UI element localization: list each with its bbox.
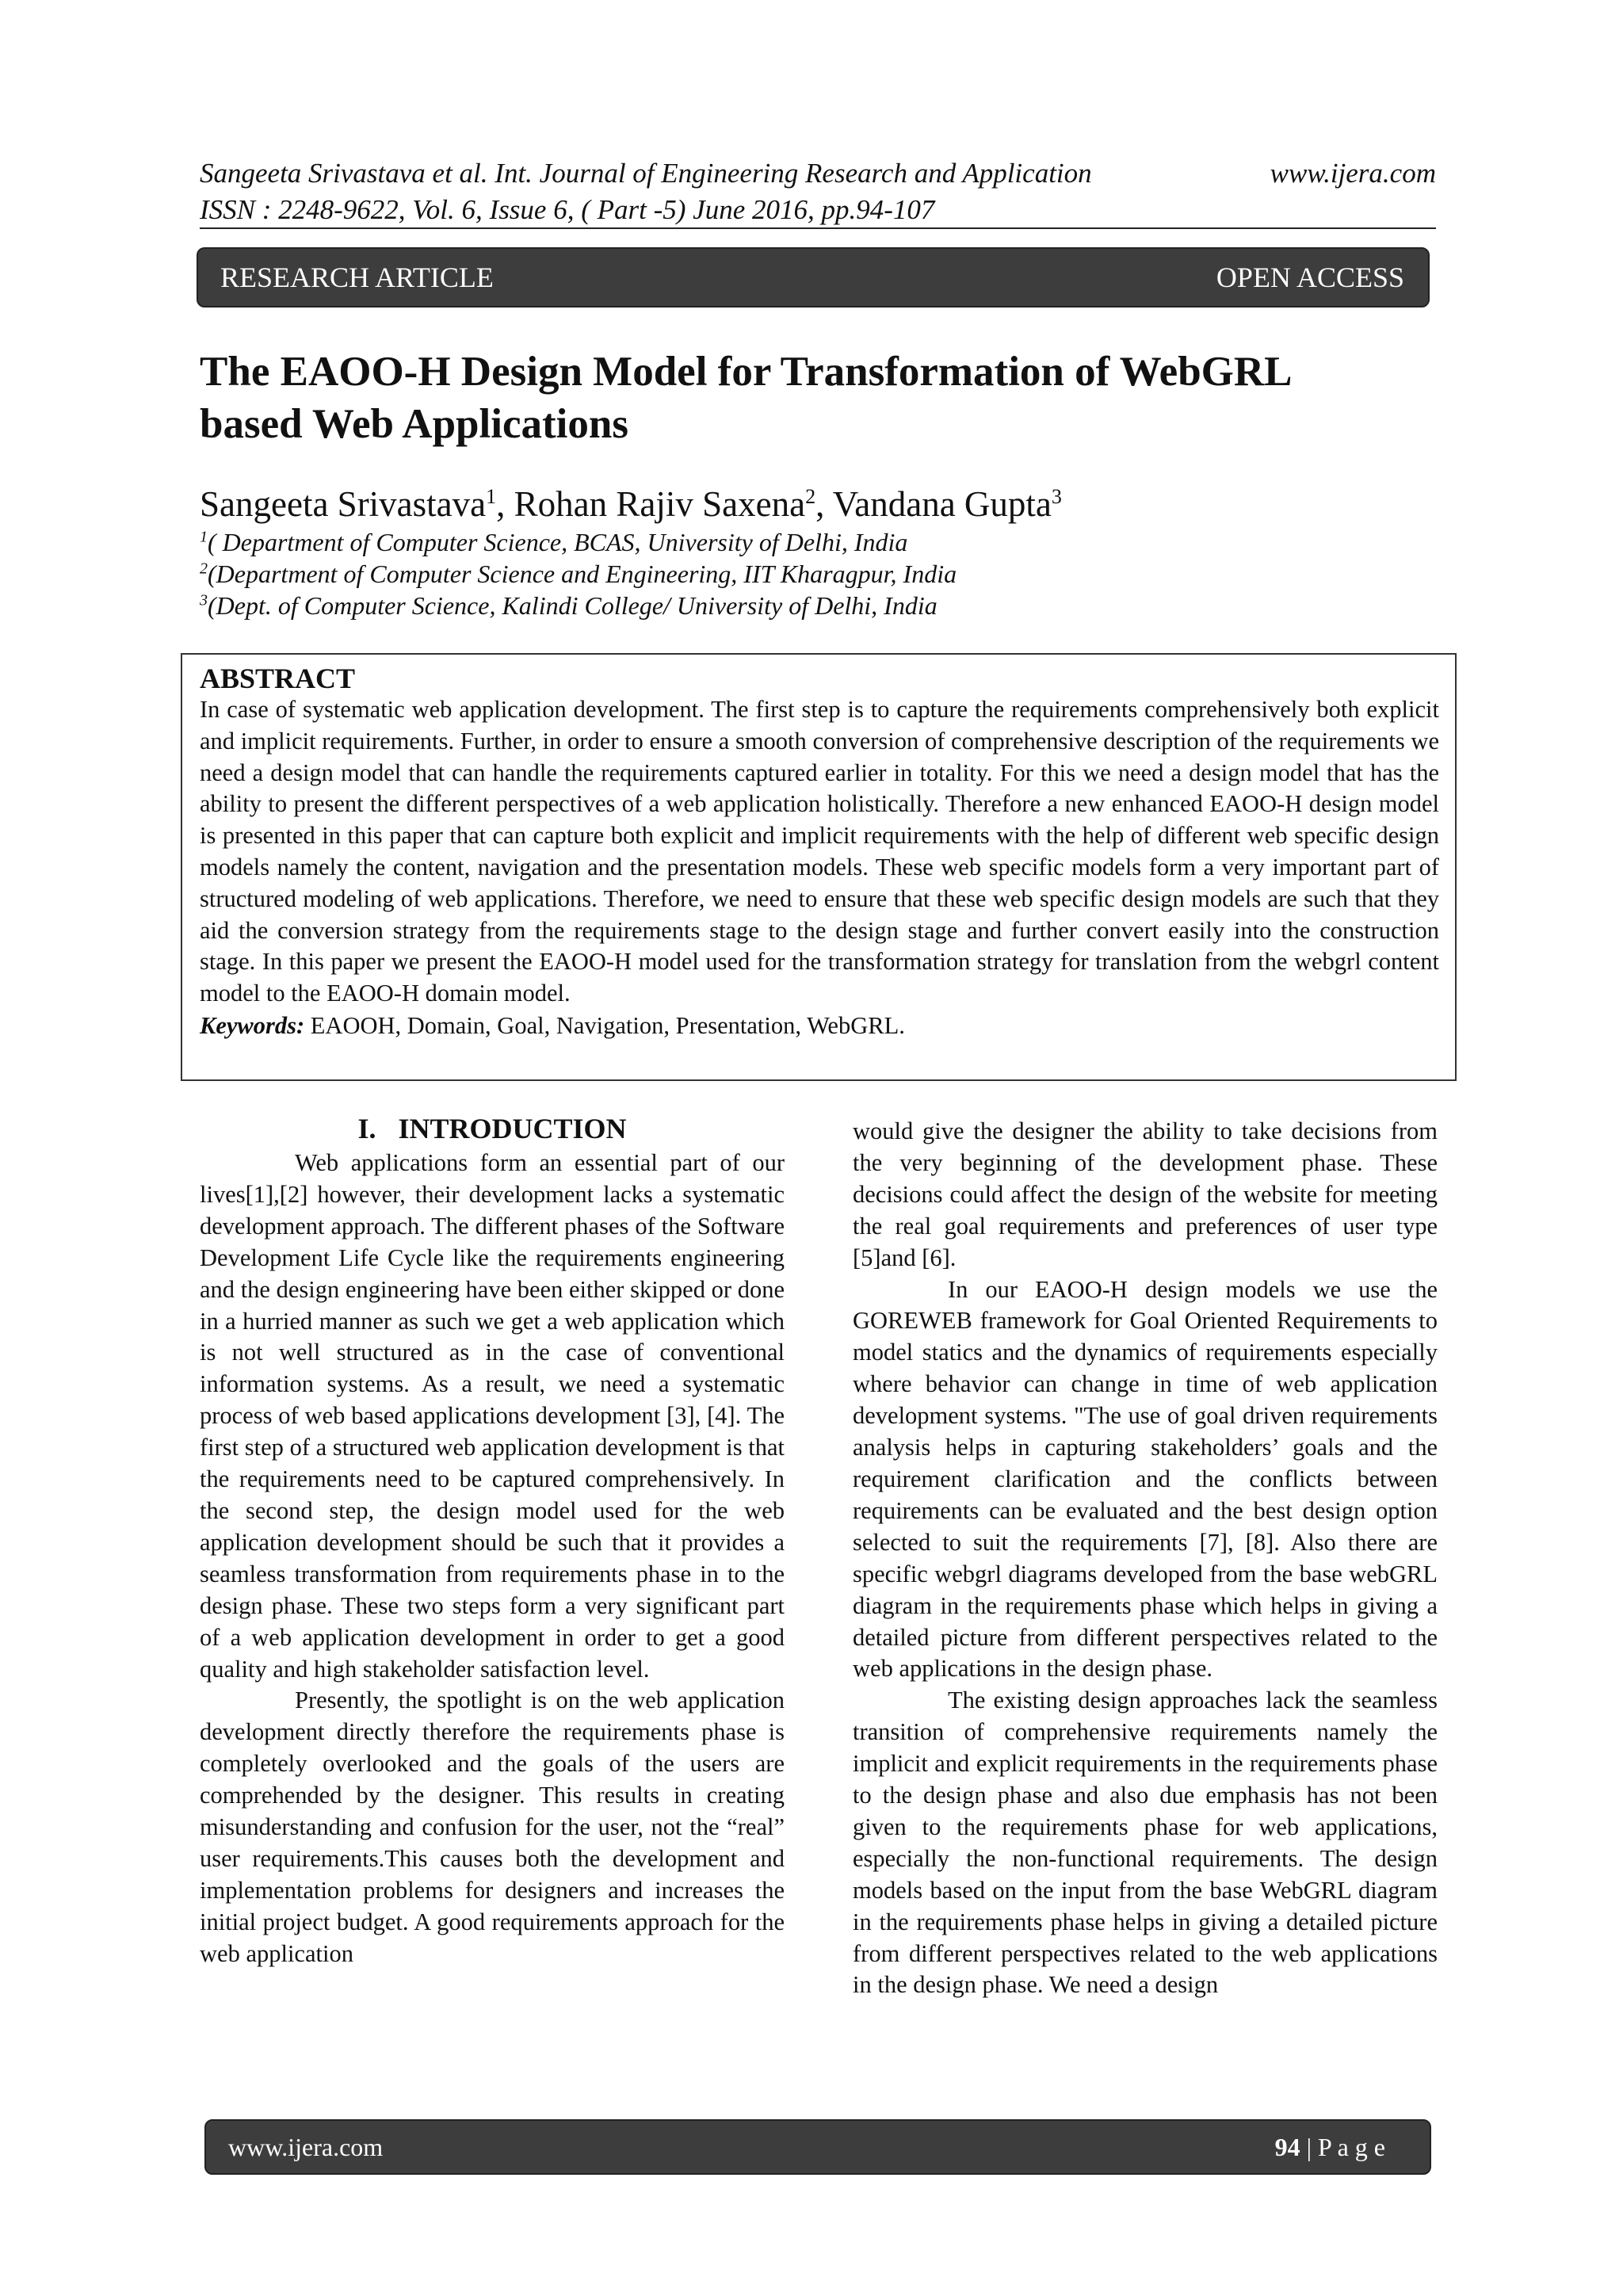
running-header [200, 155, 1436, 228]
author-separator: , [815, 484, 833, 524]
left-column [200, 1111, 785, 1970]
author-affiliation-marker: 2 [805, 485, 816, 508]
affiliation-3 [200, 590, 1436, 621]
affiliation-list [200, 526, 1436, 621]
author-separator: , [496, 484, 514, 524]
paper-title-line-2: based Web Applications [200, 401, 628, 447]
intro-paragraph-2: Presently, the spotlight is on the web application development directly therefore the requirements phase is completely overlooked and the goals of the users are comprehended by the designer. This results in creating misunderstanding and confusion for the user, not the “real” user requirements.This causes both the development and implementation problems for designers and increases the initial project budget. A good requirements approach for the web application [200, 1687, 785, 1967]
intro-paragraph-3: would give the designer the ability to take decisions from the very beginning of the development phase. These decisions could affect the design of the website for meeting the real goal requirements and preferences of user type [5]and [6]. [853, 1117, 1438, 1271]
author-name: Vandana Gupta [832, 484, 1052, 524]
author-affiliation-marker: 1 [486, 485, 497, 508]
journal-website: www.ijera.com [1270, 158, 1436, 189]
affiliation-text: (Dept. of Computer Science, Kalindi College/ University of Delhi, India [208, 591, 938, 620]
header-divider [200, 227, 1436, 229]
footer-website: www.ijera.com [228, 2132, 384, 2161]
introduction-heading [200, 1111, 785, 1146]
affiliation-text: ( Department of Computer Science, BCAS, University of Delhi, India [208, 528, 908, 556]
section-title: INTRODUCTION [398, 1113, 627, 1144]
paper-title-line-1: The EAOO-H Design Model for Transformation of WebGRL [200, 349, 1293, 395]
affiliation-text: (Department of Computer Science and Engineering, IIT Kharagpur, India [208, 560, 957, 588]
page-number: 94 [1274, 2132, 1300, 2161]
article-type-banner [197, 247, 1430, 308]
author-name: Rohan Rajiv Saxena [514, 484, 806, 524]
keywords-line [200, 1010, 1439, 1041]
page-footer [204, 2119, 1431, 2175]
page-word: | P a g e [1300, 2132, 1385, 2161]
abstract-heading: ABSTRACT [200, 663, 356, 694]
paper-title [200, 346, 1436, 450]
author-3 [833, 484, 1062, 524]
journal-citation: Sangeeta Srivastava et al. Int. Journal of Engineering Research and Application [200, 158, 1092, 189]
keywords-label: Keywords: [200, 1011, 305, 1039]
keywords-list: EAOOH, Domain, Goal, Navigation, Presentation, WebGRL. [304, 1011, 905, 1039]
affiliation-marker: 3 [200, 591, 208, 609]
research-article-label: RESEARCH ARTICLE [220, 262, 494, 293]
abstract-box [181, 653, 1457, 1081]
abstract-body: In case of systematic web application development. The first step is to capture the requirements comprehensively both explicit and implicit requirements. Further, in order to ensure a smooth conversion of comprehensive description of the requirements we need a design model that can handle the requirements captured earlier in totality. For this we need a design model that has the ability to present the different perspectives of a web application holistically. Therefore a new enhanced EAOO-H design model is presented in this paper that can capture both explicit and implicit requirements with the help of different web specific design models namely the content, navigation and the presentation models. These web specific models form a very important part of structured modeling of web applications. Therefore, we need to ensure that these web specific design models are such that they aid the conversion strategy from the requirements stage to the design stage and further convert easily into the construction stage. In this paper we present the EAOO-H model used for the transformation strategy for translation from the webgrl content model to the EAOO-H domain model. [200, 696, 1439, 1007]
author-list [200, 480, 1062, 528]
affiliation-1 [200, 526, 1436, 558]
intro-paragraph-4: In our EAOO-H design models we use the GOREWEB framework for Goal Oriented Requirements to model statics and the dynamics of requirements especially where behavior can change in time of web application development systems. "The use of goal driven requirements analysis helps in capturing stakeholders’ goals and the requirement clarification and the conflicts between requirements can be evaluated and the best design option selected to suit the requirements [7], [8]. Also there are specific webgrl diagrams developed from the base webGRL diagram in the requirements phase which helps in giving a detailed picture from different perspectives related to the web applications in the design phase. [853, 1275, 1438, 1683]
author-2 [514, 484, 833, 524]
intro-paragraph-5: The existing design approaches lack the seamless transition of comprehensive requirements namely the implicit and explicit requirements in the requirements phase to the design phase and also due emphasis has not been given to the requirements phase for web applications, especially the non-functional requirements. The design models based on the input from the base WebGRL diagram in the requirements phase helps in giving a detailed picture from different perspectives related to the web applications in the design phase. We need a design [853, 1687, 1438, 1999]
page-number-label [1275, 2133, 1385, 2162]
affiliation-marker: 1 [200, 528, 208, 546]
affiliation-marker: 2 [200, 560, 208, 578]
author-affiliation-marker: 3 [1051, 485, 1062, 508]
affiliation-2 [200, 558, 1436, 590]
issn-line: ISSN : 2248-9622, Vol. 6, Issue 6, ( Part -5) June 2016, pp.94-107 [200, 194, 935, 225]
author-1 [200, 484, 514, 524]
section-number: I. [357, 1113, 376, 1144]
right-column [853, 1116, 1438, 2001]
intro-paragraph-1: Web applications form an essential part of our lives[1],[2] however, their development lacks a systematic development approach. The different phases of the Software Development Life Cycle like the requirements engineering and the design engineering have been either skipped or done in a hurried manner as such we get a web application which is not well structured as in the case of conventional information systems. As a result, we need a systematic process of web based applications development [3], [4]. The first step of a structured web application development is that the requirements need to be captured comprehensively. In the second step, the design model used for the web application development should be such that it provides a seamless transformation from requirements phase in to the design phase. These two steps form a very significant part of a web application development in order to get a good quality and high stakeholder satisfaction level. [200, 1149, 785, 1683]
author-name: Sangeeta Srivastava [200, 484, 487, 524]
open-access-label: OPEN ACCESS [1216, 262, 1404, 293]
